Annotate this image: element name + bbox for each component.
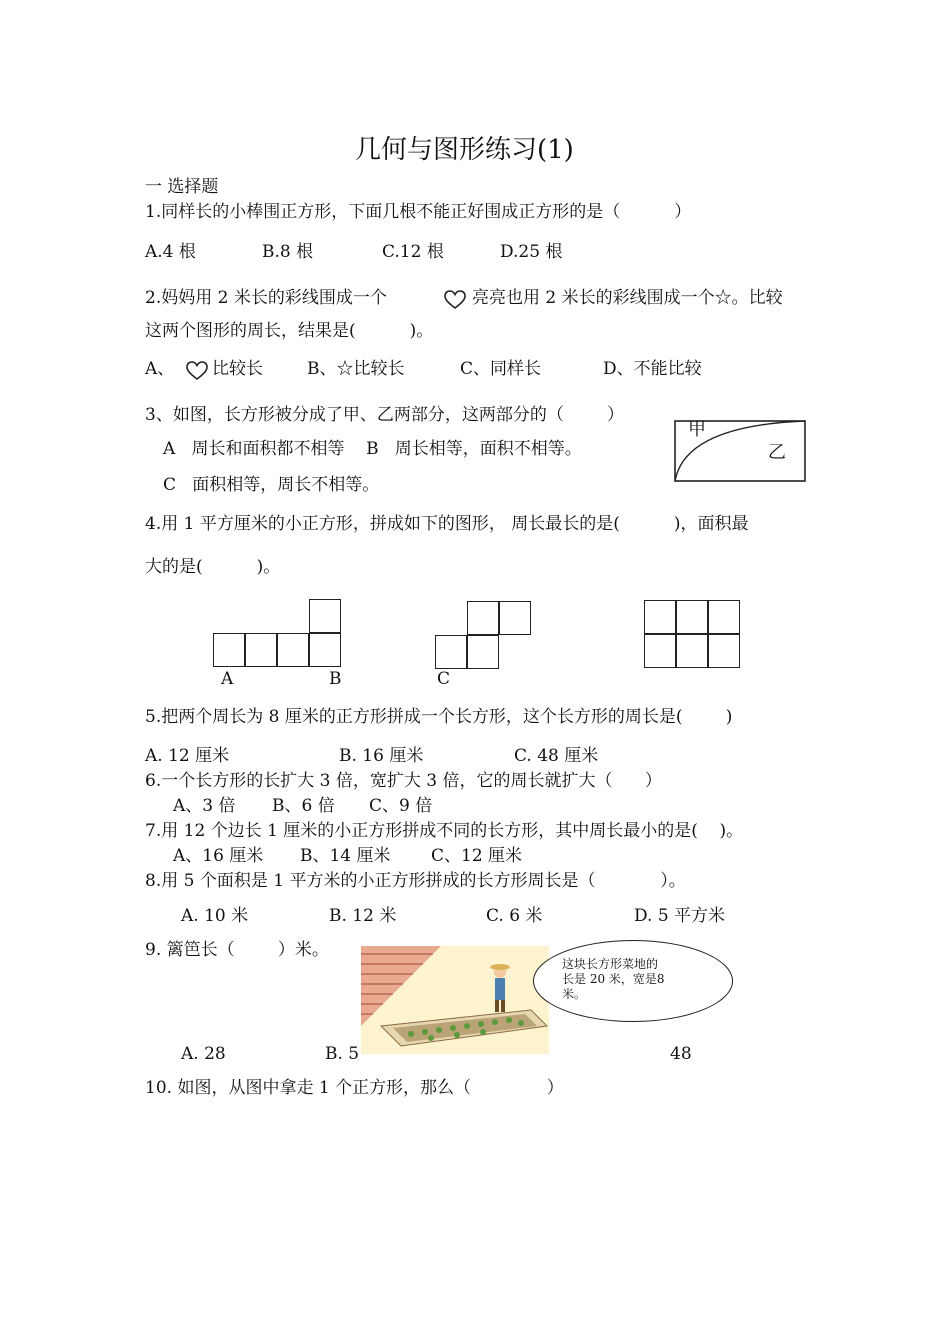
q6-option-b: B、6 倍 xyxy=(272,796,335,816)
square-cell xyxy=(708,634,740,668)
q7-option-c: C、12 厘米 xyxy=(431,846,523,866)
q1-option-d: D.25 根 xyxy=(500,242,563,262)
q9-option-a: A. 28 xyxy=(181,1044,226,1064)
question-7: 7.用 12 个边长 1 厘米的小正方形拼成不同的长方形，其中周长最小的是( )。 xyxy=(145,821,744,841)
q9-option-b: B. 5 xyxy=(325,1044,360,1064)
question-2-line-1a: 2.妈妈用 2 米长的彩线围成一个 xyxy=(145,288,387,308)
q2-option-a-prefix: A、 xyxy=(145,359,175,379)
square-cell xyxy=(309,599,341,633)
q7-option-b: B、14 厘米 xyxy=(300,846,391,866)
q2-option-b: B、☆比较长 xyxy=(307,359,405,379)
square-cell xyxy=(644,634,676,668)
q1-option-c: C.12 根 xyxy=(382,242,444,262)
question-4-line-2: 大的是( )。 xyxy=(145,557,281,577)
q2-option-a-text: 比较长 xyxy=(212,359,263,379)
square-cell xyxy=(467,635,499,669)
square-cell xyxy=(708,600,740,634)
square-cell xyxy=(676,600,708,634)
figure-label-a: A xyxy=(221,669,234,689)
q6-option-c: C、9 倍 xyxy=(369,796,433,816)
speech-bubble-text: 这块长方形菜地的 长是 20 米，宽是8 米。 xyxy=(562,957,665,1001)
q8-option-b: B. 12 米 xyxy=(329,906,397,926)
q9-option-c: 48 xyxy=(670,1044,692,1064)
question-3: 3、如图，长方形被分成了甲、乙两部分，这两部分的（ ） xyxy=(145,405,625,425)
question-9: 9. 篱笆长（ ）米。 xyxy=(145,940,329,960)
heart-icon xyxy=(443,290,467,310)
q3-option-a-b: A 周长和面积都不相等 B 周长相等，面积不相等。 xyxy=(163,439,582,459)
figure-label-cover xyxy=(200,677,500,689)
q3-option-c: C 面积相等，周长不相等。 xyxy=(163,475,380,495)
q1-option-a: A.4 根 xyxy=(145,242,196,262)
q8-option-a: A. 10 米 xyxy=(181,906,249,926)
square-cell xyxy=(213,633,245,667)
q1-option-b: B.8 根 xyxy=(262,242,314,262)
square-cell xyxy=(309,633,341,667)
square-cell xyxy=(644,600,676,634)
label-yi: 乙 xyxy=(768,442,786,463)
question-2-line-1b: 亮亮也用 2 米长的彩线围成一个☆。比较 xyxy=(472,288,783,308)
question-8: 8.用 5 个面积是 1 平方米的小正方形拼成的长方形周长是（ ）。 xyxy=(145,871,686,891)
question-10: 10. 如图，从图中拿走 1 个正方形，那么（ ） xyxy=(145,1078,564,1098)
figure-label-c: C xyxy=(437,669,451,689)
q7-option-a: A、16 厘米 xyxy=(173,846,264,866)
question-6: 6.一个长方形的长扩大 3 倍，宽扩大 3 倍，它的周长就扩大（ ） xyxy=(145,771,662,791)
square-cell xyxy=(499,601,531,635)
q5-option-a: A. 12 厘米 xyxy=(145,746,230,766)
q5-option-b: B. 16 厘米 xyxy=(339,746,424,766)
square-cell xyxy=(676,634,708,668)
vegetable-garden-illustration xyxy=(361,946,549,1054)
question-1: 1.同样长的小棒围正方形，下面几根不能正好围成正方形的是（ ） xyxy=(145,202,692,222)
q8-option-c: C. 6 米 xyxy=(486,906,543,926)
q8-option-d: D. 5 平方米 xyxy=(634,906,726,926)
square-cell xyxy=(277,633,309,667)
q6-option-a: A、3 倍 xyxy=(173,796,236,816)
heart-icon xyxy=(185,361,209,381)
question-5: 5.把两个周长为 8 厘米的正方形拼成一个长方形，这个长方形的周长是( ) xyxy=(145,707,733,727)
question-2-line-2: 这两个图形的周长，结果是( )。 xyxy=(145,321,434,341)
q5-option-c: C. 48 厘米 xyxy=(514,746,599,766)
label-jia: 甲 xyxy=(688,419,706,440)
square-cell xyxy=(435,635,467,669)
figure-label-b: B xyxy=(329,669,342,689)
section-heading: 一 选择题 xyxy=(145,177,219,197)
page-title: 几何与图形练习(1) xyxy=(355,135,574,165)
q2-option-d: D、不能比较 xyxy=(603,359,702,379)
q2-option-c: C、同样长 xyxy=(460,359,542,379)
square-cell xyxy=(245,633,277,667)
square-cell xyxy=(467,601,499,635)
question-4-line-1: 4.用 1 平方厘米的小正方形，拼成如下的图形， 周长最长的是( )，面积最 xyxy=(145,514,749,534)
